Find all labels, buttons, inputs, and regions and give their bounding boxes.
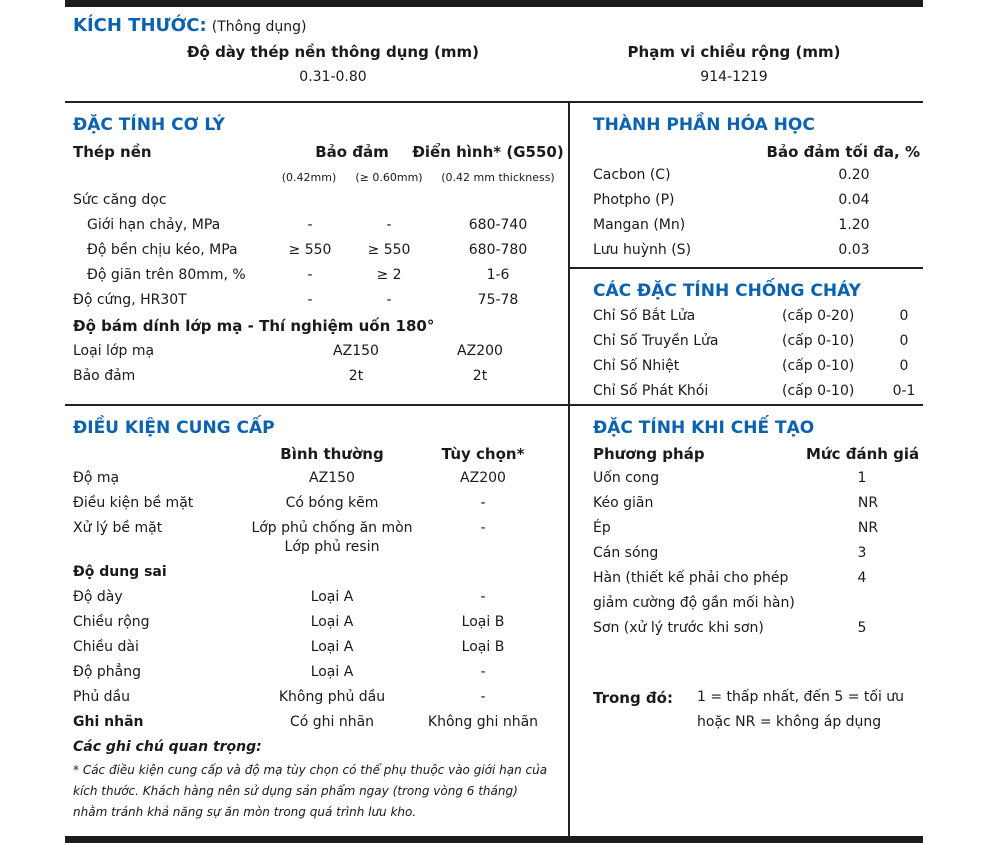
mech-row-b: -	[386, 292, 392, 308]
mech-row-a: -	[307, 217, 313, 233]
fab-row-value: 1	[857, 470, 867, 486]
fire-row-label: Chỉ Số Nhiệt	[593, 358, 680, 374]
mech-guar-a: 2t	[348, 368, 364, 384]
supply-row-a2: Lớp phủ resin	[284, 539, 380, 555]
supply-row-label: Xử lý bề mặt	[73, 520, 163, 536]
mech-row-a: ≥ 550	[288, 242, 332, 258]
fab-row-value: 3	[857, 545, 867, 561]
supply-row-label: Chiều rộng	[73, 614, 150, 630]
size-label: KÍCH THƯỚC:	[73, 15, 207, 36]
supply-row-a: Không phủ dầu	[278, 689, 386, 705]
chem-title: THÀNH PHẦN HÓA HỌC	[593, 115, 815, 135]
supply-row-a: AZ150	[309, 470, 355, 486]
size-sub: (Thông dụng)	[211, 19, 307, 35]
fire-row-label: Chỉ Số Bắt Lửa	[593, 308, 696, 324]
mech-header-guarantee: Bảo đảm	[315, 143, 389, 161]
fire-row-value: 0	[899, 333, 909, 349]
supply-row-label: Điều kiện bề mặt	[73, 495, 194, 511]
supply-title: ĐIỀU KIỆN CUNG CẤP	[73, 418, 275, 438]
size-col1-header: Độ dày thép nền thông dụng (mm)	[186, 43, 480, 61]
fire-row-value: 0	[899, 358, 909, 374]
mech-adhesion-title: Độ bám dính lớp mạ - Thí nghiệm uốn 180°	[73, 317, 435, 335]
chem-row-value: 0.20	[838, 167, 870, 183]
chem-row-label: Mangan (Mn)	[593, 217, 686, 233]
mech-row-c: 75-78	[477, 292, 519, 308]
supply-row-b: -	[480, 664, 486, 680]
fire-title: CÁC ĐẶC TÍNH CHỐNG CHÁY	[593, 281, 861, 301]
mech-header-base: Thép nền	[73, 143, 152, 161]
supply-row-b: Loại B	[461, 639, 505, 655]
fab-legend-label: Trong đó:	[593, 689, 673, 707]
mech-row-a: -	[307, 292, 313, 308]
mech-row-c: 680-740	[468, 217, 528, 233]
size-col1-value: 0.31-0.80	[299, 69, 367, 85]
supply-header-option: Tùy chọn*	[441, 445, 525, 463]
supply-row-label: Phủ dầu	[73, 689, 130, 705]
supply-row-b: -	[480, 589, 486, 605]
top-bar	[65, 0, 923, 7]
size-col2-value: 914-1219	[700, 69, 768, 85]
divider-right-2	[568, 404, 923, 406]
supply-row-label: Chiều dài	[73, 639, 139, 655]
fire-row-value: 0-1	[892, 383, 916, 399]
mech-guar-label: Bảo đảm	[73, 368, 136, 384]
mech-coat-b: AZ200	[457, 343, 503, 359]
fire-row-label: Chỉ Số Truyền Lửa	[593, 333, 719, 349]
bottom-bar	[65, 836, 923, 843]
supply-row-a: Lớp phủ chống ăn mòn	[251, 520, 413, 536]
fire-row-scale: (cấp 0-20)	[782, 308, 855, 324]
chem-header: Bảo đảm tối đa, %	[766, 143, 920, 161]
chem-row-label: Photpho (P)	[593, 192, 675, 208]
divider-vertical	[568, 101, 570, 837]
supply-tolerance-title: Độ dung sai	[73, 564, 167, 580]
supply-row-b: -	[480, 520, 486, 536]
divider-top	[65, 101, 923, 103]
supply-row-label: Độ dày	[73, 589, 123, 605]
fab-legend-1: 1 = thấp nhất, đến 5 = tối ưu	[697, 689, 905, 705]
mech-title: ĐẶC TÍNH CƠ LÝ	[73, 115, 225, 135]
fab-header-rating: Mức đánh giá	[806, 445, 920, 463]
mech-coat-a: AZ150	[333, 343, 379, 359]
fab-row-label: Ép	[593, 520, 611, 536]
supply-row-a: Có bóng kẽm	[285, 495, 379, 511]
supply-marking-b: Không ghi nhãn	[427, 714, 539, 730]
mech-row-c: 1-6	[486, 267, 510, 283]
chem-row-value: 1.20	[838, 217, 870, 233]
fab-row-label: Cán sóng	[593, 545, 659, 561]
mech-sub-3: (0.42 mm thickness)	[441, 171, 555, 184]
fire-row-scale: (cấp 0-10)	[782, 358, 855, 374]
supply-marking-a: Có ghi nhãn	[289, 714, 375, 730]
chem-row-label: Cacbon (C)	[593, 167, 671, 183]
supply-row-label: Độ mạ	[73, 470, 120, 486]
supply-row-b: -	[480, 689, 486, 705]
mech-guar-b: 2t	[472, 368, 488, 384]
mech-row-label: Độ giãn trên 80mm, %	[87, 267, 246, 283]
supply-header-normal: Bình thường	[280, 445, 384, 463]
fab-title: ĐẶC TÍNH KHI CHẾ TẠO	[593, 418, 815, 438]
supply-row-b: -	[480, 495, 486, 511]
supply-row-label: Độ phẳng	[73, 664, 141, 680]
fab-header-method: Phương pháp	[593, 445, 705, 463]
mech-sub-1: (0.42mm)	[281, 171, 337, 184]
divider-mid-left	[65, 404, 570, 406]
fire-row-label: Chỉ Số Phát Khói	[593, 383, 709, 399]
fire-row-scale: (cấp 0-10)	[782, 333, 855, 349]
supply-row-a: Loại A	[310, 589, 354, 605]
supply-marking-label: Ghi nhãn	[73, 714, 144, 730]
mech-row-label: Độ cứng, HR30T	[73, 292, 187, 308]
fab-row-value: 5	[857, 620, 867, 636]
mech-row-label: Giới hạn chảy, MPa	[87, 217, 221, 233]
chem-row-value: 0.03	[838, 242, 870, 258]
mech-tensile: Sức căng dọc	[73, 192, 167, 208]
fire-row-scale: (cấp 0-10)	[782, 383, 855, 399]
divider-right-1	[568, 267, 923, 269]
supply-row-b: Loại B	[461, 614, 505, 630]
fab-row-value: NR	[857, 520, 879, 536]
supply-row-a: Loại A	[310, 639, 354, 655]
mech-header-typical: Điển hình* (G550)	[412, 143, 564, 161]
fab-row-label: Kéo giãn	[593, 495, 654, 511]
supply-row-b: AZ200	[460, 470, 506, 486]
fab-row-value: NR	[857, 495, 879, 511]
mech-row-b: -	[386, 217, 392, 233]
fire-row-value: 0	[899, 308, 909, 324]
chem-row-label: Lưu huỳnh (S)	[593, 242, 692, 258]
size-col2-header: Phạm vi chiều rộng (mm)	[627, 43, 841, 61]
fab-row-label: Sơn (xử lý trước khi sơn)	[593, 620, 764, 636]
fab-row-label: Hàn (thiết kế phải cho phép	[593, 570, 789, 586]
fab-row-label: Uốn cong	[593, 470, 660, 486]
fab-row-label: giảm cường độ gần mối hàn)	[593, 595, 795, 611]
supply-row-a: Loại A	[310, 614, 354, 630]
mech-row-c: 680-780	[468, 242, 528, 258]
size-heading	[73, 15, 306, 36]
notes-text: * Các điều kiện cung cấp và độ mạ tùy chọn có thể phụ thuộc vào giới hạn của kích thước. Khách hàng nên sử dụng sản phẩm ngay (trong vòng 6 tháng) nhằm tránh khả năng sự ăn mòn trong quá trình lưu kho.	[73, 763, 548, 819]
notes-title: Các ghi chú quan trọng:	[73, 739, 262, 755]
mech-row-a: -	[307, 267, 313, 283]
mech-coat-label: Loại lớp mạ	[73, 343, 155, 359]
supply-row-a: Loại A	[310, 664, 354, 680]
mech-row-b: ≥ 550	[367, 242, 411, 258]
mech-sub-2: (≥ 0.60mm)	[355, 171, 423, 184]
fab-legend-2: hoặc NR = không áp dụng	[697, 714, 882, 730]
fab-row-value: 4	[857, 570, 867, 586]
mech-row-label: Độ bền chịu kéo, MPa	[87, 242, 238, 258]
chem-row-value: 0.04	[838, 192, 870, 208]
mech-row-b: ≥ 2	[376, 267, 402, 283]
